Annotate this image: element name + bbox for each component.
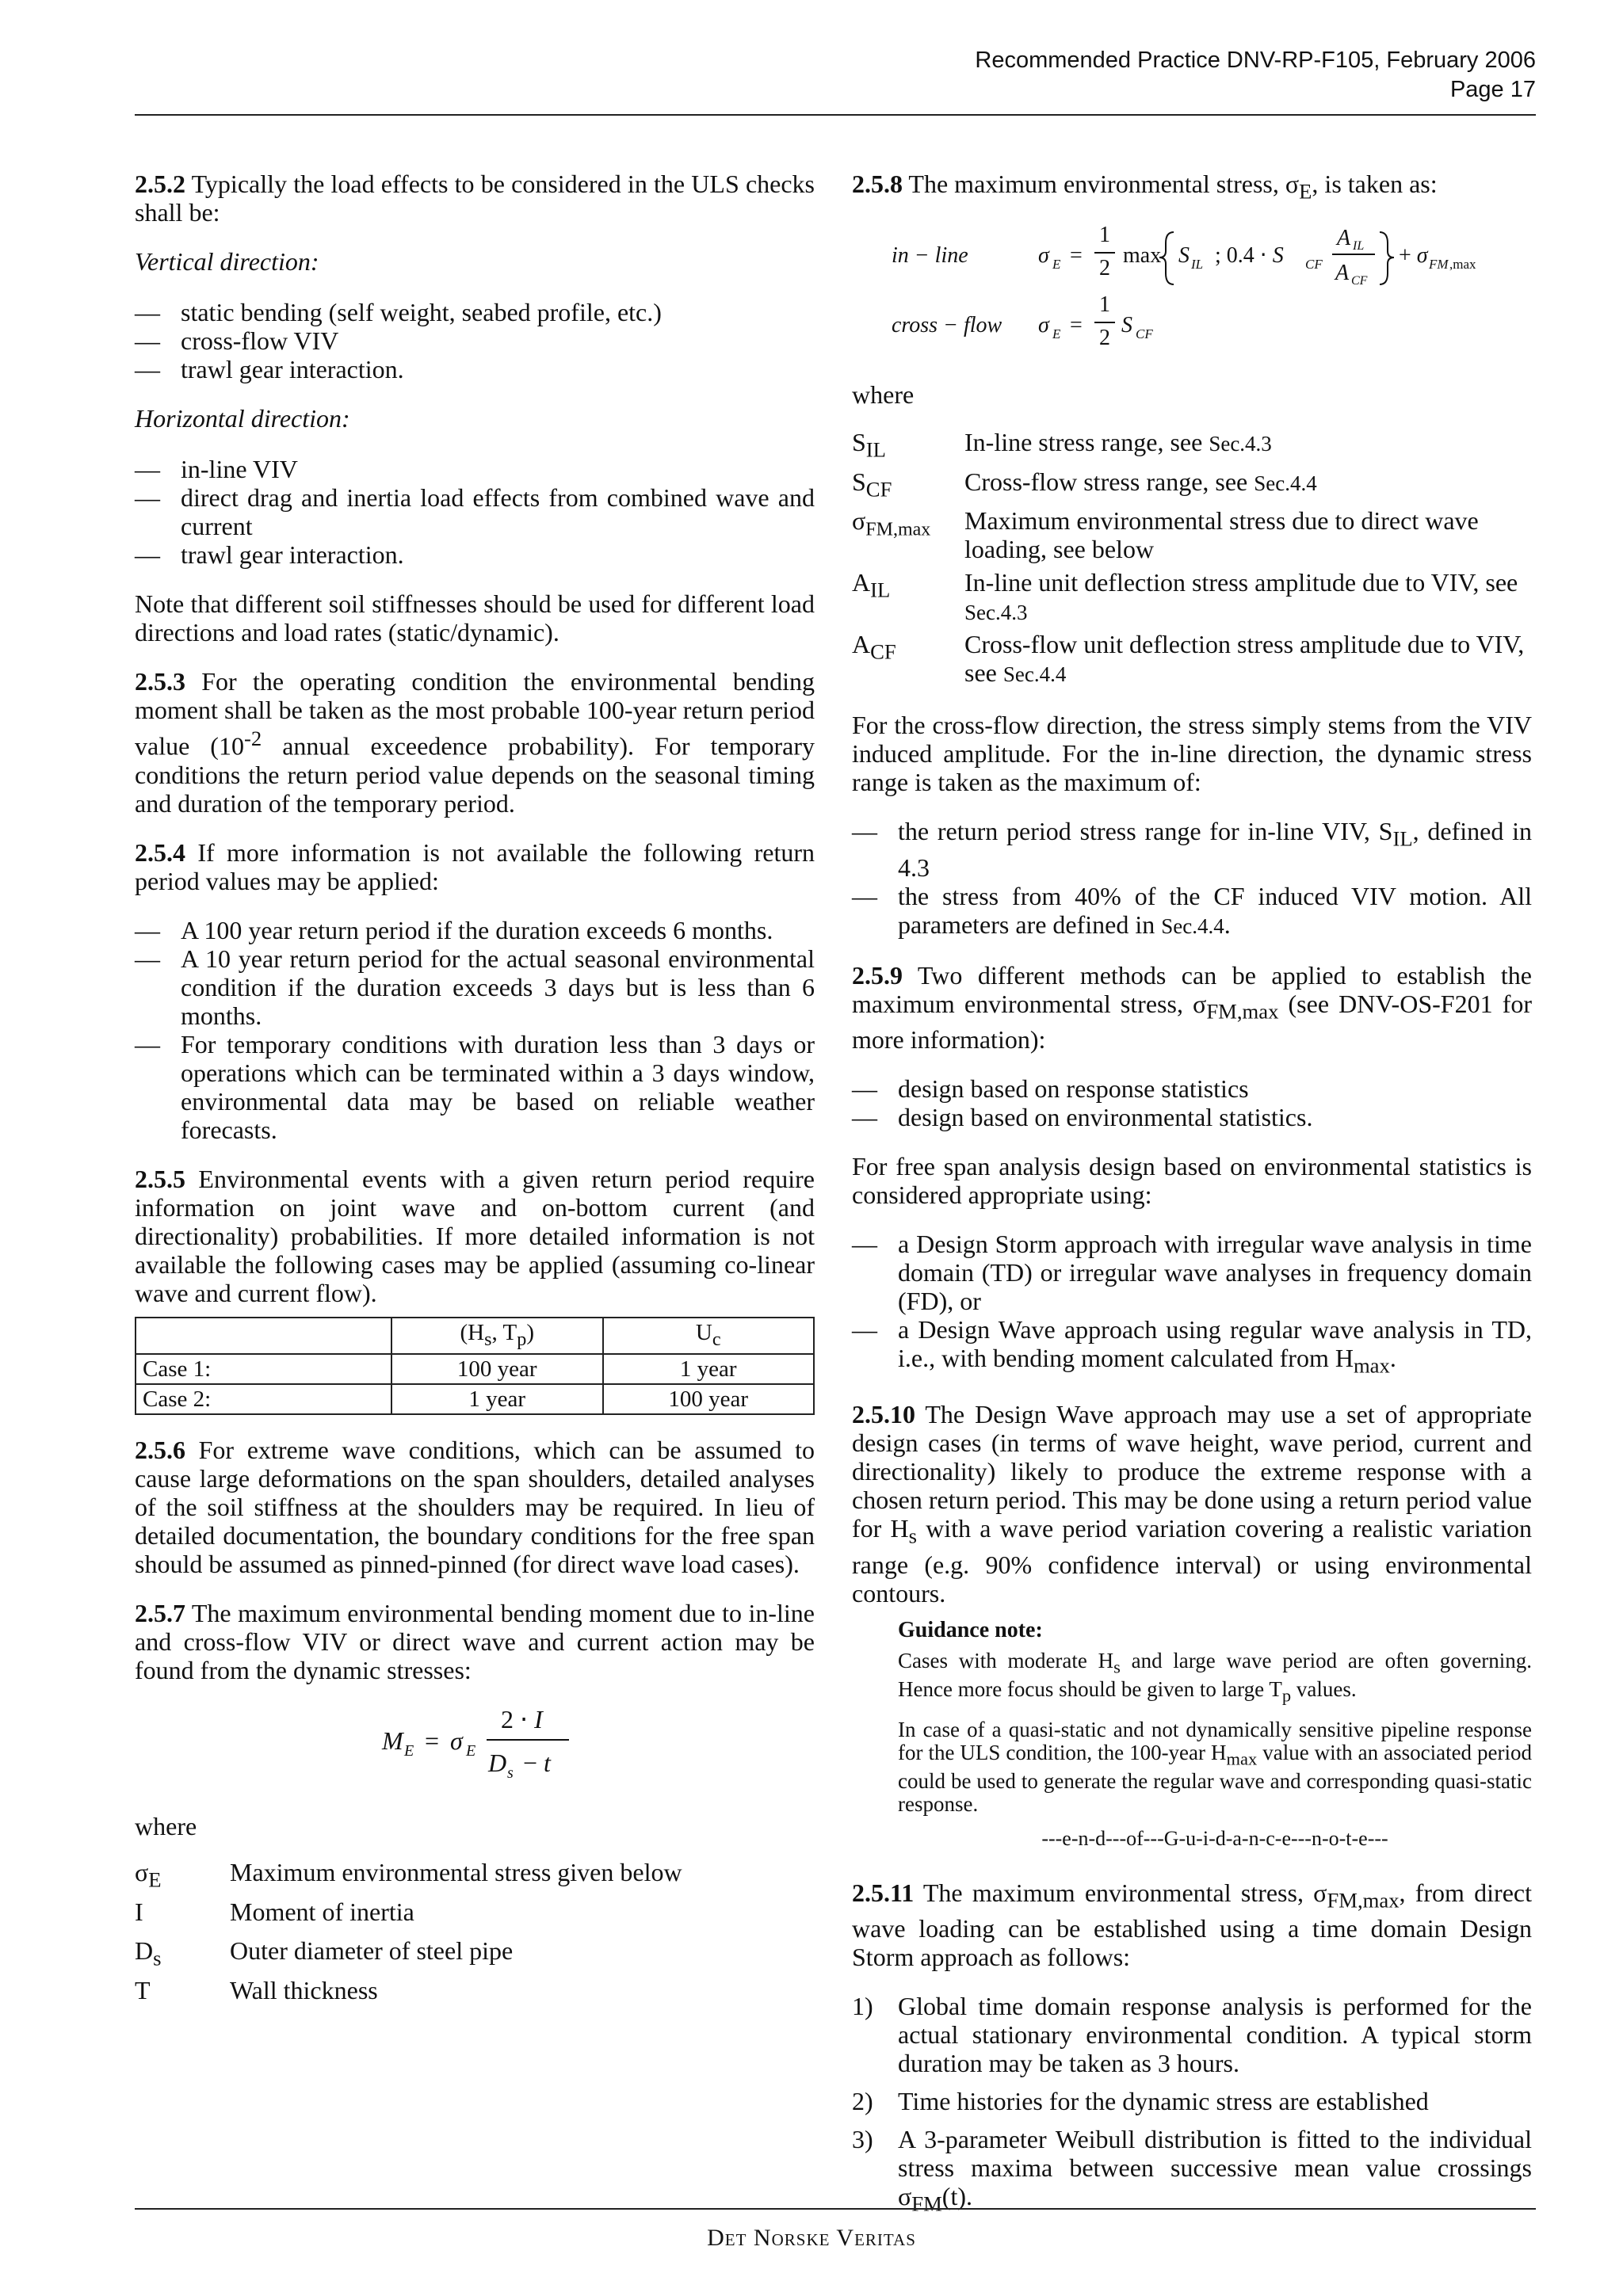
svg-text:IL: IL (1353, 239, 1365, 254)
svg-text:− t: − t (523, 1749, 551, 1778)
environmental-stress-equations (852, 213, 1532, 361)
svg-text:D: D (488, 1749, 507, 1778)
table-header-cell: $U_c$ (603, 1318, 815, 1355)
svg-text:max: max (1123, 243, 1162, 269)
list-item: — the stress from 40% of the CF induced VIV motion. All parameters are defined in Sec.4.4. (852, 882, 1532, 940)
section-2-5-2: 2.5.2 Typically the load effects to be considered in the ULS checks shall be: (135, 170, 815, 227)
table-row: Case 2: 1 year 100 year (136, 1384, 814, 1414)
svg-text:S: S (1121, 313, 1132, 338)
stress-range-list (852, 817, 1532, 940)
svg-text:E: E (1052, 326, 1061, 342)
crossflow-equation-label: cross − flow (892, 313, 1002, 338)
section-2-5-10: 2.5.10 The Design Wave approach may use a set of appropriate design cases (in terms of wave height, wave period, current and directionality) likely to produce the extreme response with a chosen return period. This may be done using a return period value for $H_s$ with a wave period variation covering a realistic variation range (e.g. 90% confidence interval) or using environmental contours. (852, 1400, 1533, 1608)
svg-text:σ: σ (1038, 313, 1049, 338)
svg-text:S: S (1178, 243, 1190, 269)
guidance-paragraph: In case of a quasi-static and not dynamically sensitive pipeline response for the ULS condition, the 100-year $H_{max}$ value with an associated period could be used to generate the regular wave and corresponding quasi-static response. (898, 1717, 1532, 1816)
list-item: 3) A 3-parameter Weibull distribution is fitted to the individual stress maxima between successive mean value crossings $\sigma_{FM}(t)$. (852, 2125, 1532, 2216)
svg-text:=: = (1070, 243, 1083, 269)
bending-moment-equation (135, 1692, 815, 1793)
definition-row: $\sigma_E$ Maximum environmental stress given below (135, 1858, 682, 1892)
svg-text:,max: ,max (1449, 257, 1476, 273)
svg-text:2: 2 (1099, 326, 1110, 351)
svg-text:2: 2 (1099, 256, 1110, 281)
svg-text:A: A (1337, 226, 1351, 251)
svg-text:; 0.4 ⋅ S: ; 0.4 ⋅ S (1215, 243, 1284, 269)
definition-row: $\sigma_{FM,max}$ Maximum environmental stress due to direct wave loading, see below (852, 506, 1479, 564)
right-definitions-table (852, 426, 1532, 690)
svg-text:2 ⋅ I: 2 ⋅ I (501, 1705, 543, 1734)
vertical-list (135, 298, 815, 383)
header-page-number: Page 17 (1449, 77, 1536, 102)
svg-text:1: 1 (1099, 292, 1110, 318)
left-definitions-table (135, 1856, 815, 2013)
where-label: where (852, 380, 915, 410)
horizontal-list (135, 455, 815, 569)
free-span-paragraph: For free span analysis design based on environmental statistics is considered appropriate using: (852, 1151, 1532, 1209)
definition-row: T Wall thickness (135, 1975, 378, 2004)
svg-text:σ: σ (450, 1726, 463, 1756)
guidance-note (898, 1619, 1532, 1850)
footer-rule (135, 2208, 1536, 2210)
left-column (135, 170, 815, 2034)
list-item: — design based on environmental statistics. (852, 1103, 1532, 1131)
guidance-note-title: Guidance note: (898, 1617, 1043, 1642)
table-header-cell: ($H_s$, $T_p$) (391, 1318, 603, 1355)
section-2-5-9: 2.5.9 Two different methods can be applied to establish the maximum environmental stress, $\sigma_{FM,max}$ (see DNV-OS-F201 for more information): (852, 960, 1533, 1054)
list-item: — trawl gear interaction. (135, 540, 815, 569)
list-item: — For temporary conditions with duration less than 3 days or operations which can be terminated within a 3 days window, environmental data may be based on reliable weather forecasts. (135, 1030, 815, 1144)
design-approach-list (852, 1230, 1532, 1379)
svg-text:=: = (1070, 313, 1083, 338)
svg-text:CF: CF (1136, 326, 1153, 342)
section-2-5-3: 2.5.3 For the operating condition the environmental bending moment shall be taken as the most probable 100-year return period value ($10^{-2}$ annual exceedence probability). For temporary conditions the return period value depends on the seasonal timing and duration of the temporary period. (135, 667, 815, 818)
design-basis-list (852, 1074, 1532, 1131)
section-2-5-4: 2.5.4 If more information is not available the following return period values may be applied: (135, 837, 815, 895)
section-2-5-8: 2.5.8 The maximum environmental stress, $\sigma_E$, is taken as: (852, 170, 1438, 204)
list-item: 2) Time histories for the dynamic stress are established (852, 2087, 1429, 2116)
horizontal-direction-heading: Horizontal direction: (135, 404, 350, 433)
svg-text:s: s (507, 1764, 514, 1783)
right-column (852, 170, 1532, 2228)
svg-text:CF: CF (1305, 257, 1323, 273)
equation-graphic (852, 213, 1532, 356)
return-period-cases-table (135, 1317, 815, 1416)
header-title: Recommended Practice DNV-RP-F105, February 2006 (975, 48, 1536, 73)
svg-text:M: M (382, 1726, 403, 1756)
section-2-5-5: 2.5.5 Environmental events with a given return period require information on joint wave and on-bottom current (and directionality) probabilities. If more detailed information is not available the following cases may be applied (assuming co-linear wave and current flow). (135, 1164, 815, 1307)
guidance-note-end: ---e-n-d---of---G-u-i-d-a-n-c-e---n-o-t-e--- (1041, 1826, 1388, 1850)
section-2-5-7: 2.5.7 The maximum environmental bending moment due to in-line and cross-flow VIV or direct wave and current action may be found from the dynamic stresses: (135, 1599, 815, 1685)
list-item: — direct drag and inertia load effects from combined wave and current (135, 483, 815, 540)
table-header-row (136, 1318, 814, 1355)
definition-row: $D_s$ Outer diameter of steel pipe (135, 1936, 514, 1970)
list-item: — trawl gear interaction. (135, 355, 815, 383)
list-item: — A 100 year return period if the duration exceeds 6 months. (135, 916, 815, 944)
guidance-paragraph: Cases with moderate $H_s$ and large wave period are often governing. Hence more focus should be given to large $T_p$ values. (898, 1648, 1533, 1706)
equation-graphic (135, 1692, 815, 1787)
definition-row: $S_{IL}$ In-line stress range, see Sec.4.3 (852, 428, 1272, 462)
list-item: — A 10 year return period for the actual seasonal environmental condition if the duration exceeds 3 days but is less than 6 months. (135, 944, 815, 1030)
svg-text:=: = (425, 1726, 440, 1756)
header-rule (135, 114, 1536, 116)
svg-text:σ: σ (1038, 243, 1049, 269)
definition-row: $A_{CF}$ Cross-flow unit deflection stress amplitude due to VIV, see Sec.4.4 (852, 630, 1525, 688)
page-footer: Det Norske Veritas (707, 2225, 916, 2251)
svg-text:FM: FM (1429, 257, 1449, 273)
section-2-5-11: 2.5.11 The maximum environmental stress, $\sigma_{FM,max}$, from direct wave loading can be established using a time domain Design Storm approach as follows: (852, 1878, 1533, 1972)
table-row: Case 1: 100 year 1 year (136, 1354, 814, 1384)
svg-text:E: E (466, 1742, 476, 1760)
crossflow-paragraph: For the cross-flow direction, the stress simply stems from the VIV induced amplitude. For the in-line direction, the dynamic stress range is taken as the maximum of: (852, 711, 1532, 797)
definition-row: $S_{CF}$ Cross-flow stress range, see Sec.4.4 (852, 467, 1317, 502)
vertical-direction-heading: Vertical direction: (135, 247, 319, 276)
list-item: — a Design Wave approach using regular wave analysis in TD, i.e., with bending moment calculated from $H_{max}$. (852, 1315, 1532, 1379)
list-item: — cross-flow VIV (135, 326, 815, 355)
inline-equation-label: in − line (892, 243, 968, 269)
page-header (975, 46, 1536, 105)
where-label: where (135, 1812, 197, 1841)
list-item: — design based on response statistics (852, 1074, 1532, 1103)
svg-text:E: E (1052, 257, 1061, 273)
svg-text:1: 1 (1099, 223, 1110, 248)
svg-text:CF: CF (1351, 274, 1368, 288)
definition-row: $A_{IL}$ In-line unit deflection stress amplitude due to VIV, see Sec.4.3 (852, 568, 1518, 625)
svg-text:IL: IL (1191, 257, 1204, 273)
svg-text:E: E (404, 1742, 414, 1760)
section-2-5-6: 2.5.6 For extreme wave conditions, which can be assumed to cause large deformations on the span shoulders, detailed analyses of the soil stiffness at the shoulders may be required. In lieu of detailed documentation, the boundary conditions for the free span should be assumed as pinned-pinned (for direct wave load cases). (135, 1436, 815, 1579)
return-period-list (135, 916, 815, 1144)
list-item: — in-line VIV (135, 455, 815, 483)
list-item: — a Design Storm approach with irregular wave analysis in time domain (TD) or irregular wave analyses in frequency domain (FD), or (852, 1230, 1532, 1315)
design-storm-steps (852, 1992, 1532, 2218)
soil-stiffness-note: Note that different soil stiffnesses should be used for different load directions and load rates (static/dynamic). (135, 589, 815, 646)
definition-row: I Moment of inertia (135, 1897, 414, 1926)
svg-text:A: A (1335, 261, 1350, 286)
list-item: — static bending (self weight, seabed profile, etc.) (135, 298, 815, 326)
svg-text:+ σ: + σ (1399, 243, 1428, 269)
list-item: 1) Global time domain response analysis is performed for the actual stationary environmental condition. A typical storm duration may be taken as 3 hours. (852, 1992, 1532, 2078)
list-item: — the return period stress range for in-line VIV, $S_{IL}$, defined in 4.3 (852, 817, 1532, 881)
